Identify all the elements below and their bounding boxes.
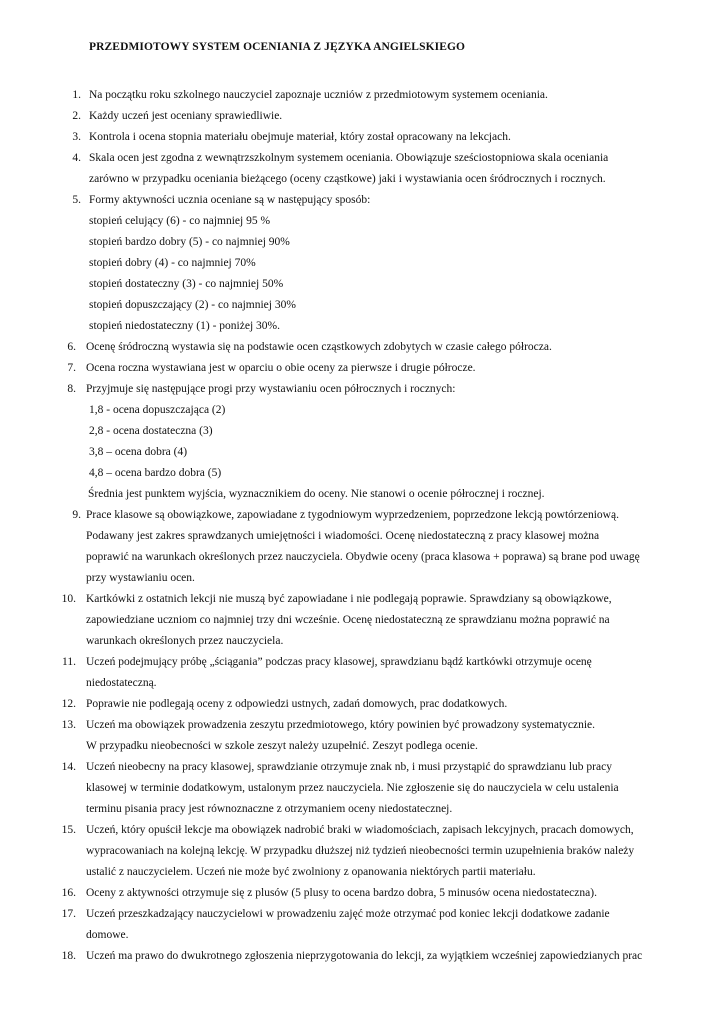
list-item <box>0 106 725 127</box>
list-item <box>0 379 725 505</box>
list-item-text: niedostateczną. <box>86 677 157 689</box>
list-item-text: przy wystawianiu ocen. <box>86 572 195 584</box>
list-item-text: Prace klasowe są obowiązkowe, zapowiadane z tygodniowym wyprzedzeniem, poprzedzone lekcją powtórzeniową. <box>86 509 619 521</box>
sub-item-text: stopień dostateczny (3) - co najmniej 50% <box>89 278 284 290</box>
list-item <box>0 127 725 148</box>
list-item-number: 10. <box>61 593 76 605</box>
list-item-number: 3. <box>72 131 81 143</box>
sub-item-text: 3,8 – ocena dobra (4) <box>89 446 188 458</box>
list-item-number: 8. <box>67 383 76 395</box>
list-item-number: 5. <box>72 194 81 206</box>
list-item <box>0 85 725 106</box>
list-item <box>0 148 725 190</box>
list-item-text: domowe. <box>86 929 129 941</box>
sub-item-text: 4,8 – ocena bardzo dobra (5) <box>89 467 222 479</box>
list-item <box>0 337 725 358</box>
list-item-number: 2. <box>72 110 81 122</box>
list-item-text: klasowej w terminie dodatkowym, ustalonym przez nauczyciela. Nie zgłoszenie się do nauczyciela w celu ustalenia <box>86 782 619 794</box>
list-item-number: 11. <box>62 656 76 668</box>
list-item-text: Uczeń przeszkadzający nauczycielowi w prowadzeniu zajęć może otrzymać pod koniec lekcji dodatkowe zadanie <box>86 908 610 920</box>
list-item-text: W przypadku nieobecności w szkole zeszyt należy uzupełnić. Zeszyt podlega ocenie. <box>86 740 478 752</box>
list-item <box>0 904 725 946</box>
list-item <box>0 589 725 652</box>
list-item-text: Na początku roku szkolnego nauczyciel zapoznaje uczniów z przedmiotowym systemem oceniania. <box>89 89 548 101</box>
list-item <box>0 652 725 694</box>
list-item-text: Przyjmuje się następujące progi przy wystawianiu ocen półrocznych i rocznych: <box>86 383 456 395</box>
list-item-text: Formy aktywności ucznia oceniane są w następujący sposób: <box>89 194 371 206</box>
list-item-text: Oceny z aktywności otrzymuje się z plusów (5 plusy to ocena bardzo dobra, 5 minusów ocena niedostateczna). <box>86 887 597 899</box>
list-item <box>0 715 725 757</box>
sub-item-text: stopień bardzo dobry (5) - co najmniej 90% <box>89 236 290 248</box>
list-item-text: Uczeń nieobecny na pracy klasowej, sprawdzianie otrzymuje znak nb, i musi przystąpić do sprawdzianu lub pracy <box>86 761 612 773</box>
sub-item-text: stopień dobry (4) - co najmniej 70% <box>89 257 256 269</box>
list-item-text: ustalić z nauczycielem. Uczeń nie może być zwolniony z opanowania niektórych partii materiału. <box>86 866 536 878</box>
list-item-number: 6. <box>67 341 76 353</box>
list-item-text: Kartkówki z ostatnich lekcji nie muszą być zapowiadane i nie podlegają poprawie. Sprawdziany są obowiązkowe, <box>86 593 612 605</box>
list-item-number: 9. <box>72 509 81 521</box>
list-item-text: Skala ocen jest zgodna z wewnątrzszkolnym systemem oceniania. Obowiązuje sześciostopniowa skala oceniania <box>89 152 609 164</box>
sub-item-text: 1,8 - ocena dopuszczająca (2) <box>89 404 226 416</box>
list-item <box>0 190 725 337</box>
list-item <box>0 757 725 820</box>
list-item <box>0 694 725 715</box>
list-item-number: 16. <box>61 887 76 899</box>
document-title: PRZEDMIOTOWY SYSTEM OCENIANIA Z JĘZYKA ANGIELSKIEGO <box>89 41 466 53</box>
list-item <box>0 883 725 904</box>
grading-rules-list <box>0 85 725 967</box>
list-item-number: 12. <box>61 698 76 710</box>
list-item-text: wypracowaniach na kolejną lekcję. W przypadku dłuższej niż tydzień nieobecności termin uzupełnienia braków należy <box>86 845 635 857</box>
list-item <box>0 946 725 967</box>
list-item <box>0 505 725 589</box>
list-item-text: Ocenę śródroczną wystawia się na podstawie ocen cząstkowych zdobytych w czasie całego półrocza. <box>86 341 552 353</box>
item-note-text: Średnia jest punktem wyjścia, wyznacznikiem do oceny. Nie stanowi o ocenie półrocznej i rocznej. <box>88 488 545 500</box>
list-item-text: Kontrola i ocena stopnia materiału obejmuje materiał, który został opracowany na lekcjach. <box>89 131 511 143</box>
sub-item-text: stopień celujący (6) - co najmniej 95 % <box>89 215 271 227</box>
sub-item-text: stopień dopuszczający (2) - co najmniej 30% <box>89 299 296 311</box>
list-item-text: Poprawie nie podlegają oceny z odpowiedzi ustnych, zadań domowych, prac dodatkowych. <box>86 698 508 710</box>
list-item-number: 1. <box>72 89 81 101</box>
list-item-number: 17. <box>61 908 76 920</box>
list-item-number: 7. <box>67 362 76 374</box>
list-item-text: warunkach określonych przez nauczyciela. <box>86 635 284 647</box>
sub-item-text: 2,8 - ocena dostateczna (3) <box>89 425 213 437</box>
list-item-text: Uczeń podejmujący próbę „ściągania” podczas pracy klasowej, sprawdzianu bądź kartkówki otrzymuje ocenę <box>86 656 592 668</box>
list-item-number: 15. <box>61 824 76 836</box>
list-item-text: Podawany jest zakres sprawdzanych umiejętności i wiadomości. Ocenę niedostateczną z pracy klasowej można <box>86 530 600 542</box>
list-item-text: Ocena roczna wystawiana jest w oparciu o obie oceny za pierwsze i drugie półrocze. <box>86 362 476 374</box>
list-item <box>0 820 725 883</box>
list-item-number: 13. <box>61 719 76 731</box>
list-item-text: Uczeń, który opuścił lekcje ma obowiązek nadrobić braki w wiadomościach, zapisach lekcyjnych, pracach domowych, <box>86 824 634 836</box>
list-item-text: Każdy uczeń jest oceniany sprawiedliwie. <box>89 110 283 122</box>
list-item-text: zarówno w przypadku oceniania bieżącego (oceny cząstkowe) jaki i wystawiania ocen śródrocznych i rocznych. <box>89 173 606 185</box>
list-item-text: Uczeń ma prawo do dwukrotnego zgłoszenia nieprzygotowania do lekcji, za wyjątkiem wcześniej zapowiedzianych prac <box>86 950 643 962</box>
list-item-number: 18. <box>61 950 76 962</box>
list-item-text: zapowiedziane uczniom co najmniej trzy dni wcześnie. Ocenę niedostateczną ze sprawdzianu można poprawić na <box>86 614 610 626</box>
list-item-number: 14. <box>61 761 76 773</box>
sub-item-text: stopień niedostateczny (1) - poniżej 30%. <box>89 320 280 332</box>
list-item-number: 4. <box>72 152 81 164</box>
list-item <box>0 358 725 379</box>
list-item-text: poprawić na warunkach określonych przez nauczyciela. Obydwie oceny (praca klasowa + poprawa) są brane pod uwagę <box>86 551 640 563</box>
list-item-text: terminu pisania pracy jest równoznaczne z otrzymaniem oceny niedostatecznej. <box>86 803 453 815</box>
list-item-text: Uczeń ma obowiązek prowadzenia zeszytu przedmiotowego, który powinien być prowadzony systematycznie. <box>86 719 596 731</box>
